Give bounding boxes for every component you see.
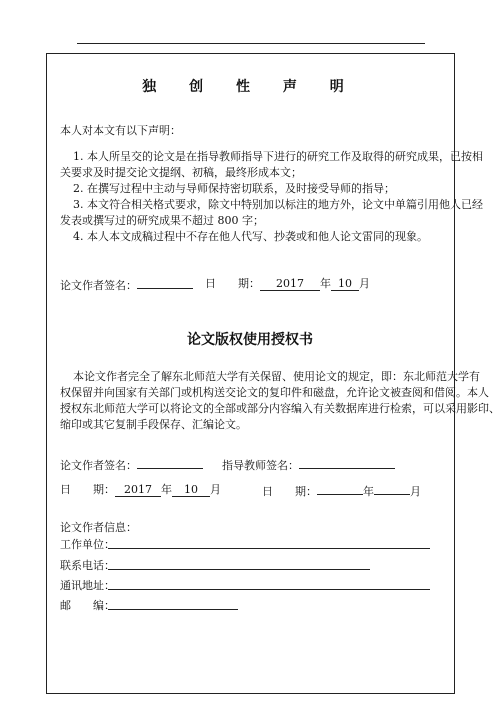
declaration-month-field[interactable]: 10 <box>331 278 359 291</box>
authorization-advisor-month-unit: 月 <box>410 485 421 498</box>
declaration-author-sign-label: 论文作者签名： <box>60 279 137 292</box>
declaration-item-1-line-1: 1. 本人所呈交的论文是在指导教师指导下进行的研究工作及取得的研究成果，已按相 <box>73 150 483 163</box>
work-unit-label: 工作单位： <box>60 538 115 551</box>
declaration-intro: 本人对本文有以下声明： <box>60 124 181 137</box>
address-label: 通讯地址： <box>60 579 115 592</box>
work-unit-field[interactable] <box>108 548 430 549</box>
authorization-advisor-month-field[interactable] <box>374 482 410 495</box>
declaration-month-unit: 月 <box>359 277 370 290</box>
author-info-heading: 论文作者信息： <box>60 521 137 534</box>
declaration-date-label: 日 期： <box>205 277 260 290</box>
authorization-title: 论文版权使用授权书 <box>187 332 313 348</box>
declaration-year-unit: 年 <box>320 277 331 290</box>
authorization-author-month-unit: 月 <box>210 483 221 496</box>
authorization-author-sign-label: 论文作者签名： <box>60 459 137 472</box>
postcode-label: 邮 编： <box>60 599 115 612</box>
authorization-author-month-field[interactable]: 10 <box>172 484 210 497</box>
authorization-author-sign-field[interactable] <box>137 456 203 469</box>
authorization-para-line-1: 本论文作者完全了解东北师范大学有关保留、使用论文的规定，即：东北师范大学有 <box>73 370 480 383</box>
authorization-advisor-year-field[interactable] <box>317 482 363 495</box>
declaration-date-row <box>205 276 370 291</box>
declaration-author-sign-field[interactable] <box>137 276 193 289</box>
declaration-year-field[interactable]: 2017 <box>260 278 320 291</box>
authorization-advisor-sign-field[interactable] <box>299 456 395 469</box>
authorization-para-line-4: 缩印或其它复制手段保存、汇编论文。 <box>60 418 247 431</box>
declaration-item-3-line-1: 3. 本文符合相关格式要求，除文中特别加以标注的地方外，论文中单篇引用他人已经 <box>73 198 483 211</box>
authorization-advisor-sign-row <box>222 456 395 473</box>
authorization-advisor-date-row <box>262 482 421 499</box>
authorization-author-sign-row <box>60 456 203 473</box>
declaration-item-3-line-2: 发表或撰写过的研究成果不超过 800 字； <box>60 214 264 227</box>
authorization-author-date-row <box>60 482 221 497</box>
authorization-para-line-2: 权保留并向国家有关部门或机构送交论文的复印件和磁盘，允许论文被查阅和借阅。本人 <box>60 386 489 399</box>
address-field[interactable] <box>108 589 430 590</box>
authorization-advisor-sign-label: 指导教师签名： <box>222 459 299 472</box>
authorization-author-date-label: 日 期： <box>60 483 115 496</box>
phone-label: 联系电话： <box>60 559 115 572</box>
authorization-para-line-3: 授权东北师范大学可以将论文的全部或部分内容编入有关数据库进行检索，可以采用影印、 <box>60 402 500 415</box>
authorization-author-year-field[interactable]: 2017 <box>115 484 161 497</box>
declaration-item-1-line-2: 关要求及时提交论文提纲、初稿，最终形成本文； <box>60 166 302 179</box>
authorization-author-year-unit: 年 <box>161 483 172 496</box>
declaration-signature-row <box>60 276 193 293</box>
authorization-advisor-date-label: 日 期： <box>262 485 317 498</box>
declaration-item-2: 2. 在撰写过程中主动与导师保持密切联系，及时接受导师的指导； <box>73 182 395 195</box>
declaration-title: 独 创 性 声 明 <box>142 79 358 95</box>
authorization-advisor-year-unit: 年 <box>363 485 374 498</box>
phone-field[interactable] <box>108 569 370 570</box>
header-rule <box>77 43 425 44</box>
postcode-field[interactable] <box>108 609 238 610</box>
declaration-item-4: 4. 本人本文成稿过程中不存在他人代写、抄袭或和他人论文雷同的现象。 <box>73 230 428 243</box>
